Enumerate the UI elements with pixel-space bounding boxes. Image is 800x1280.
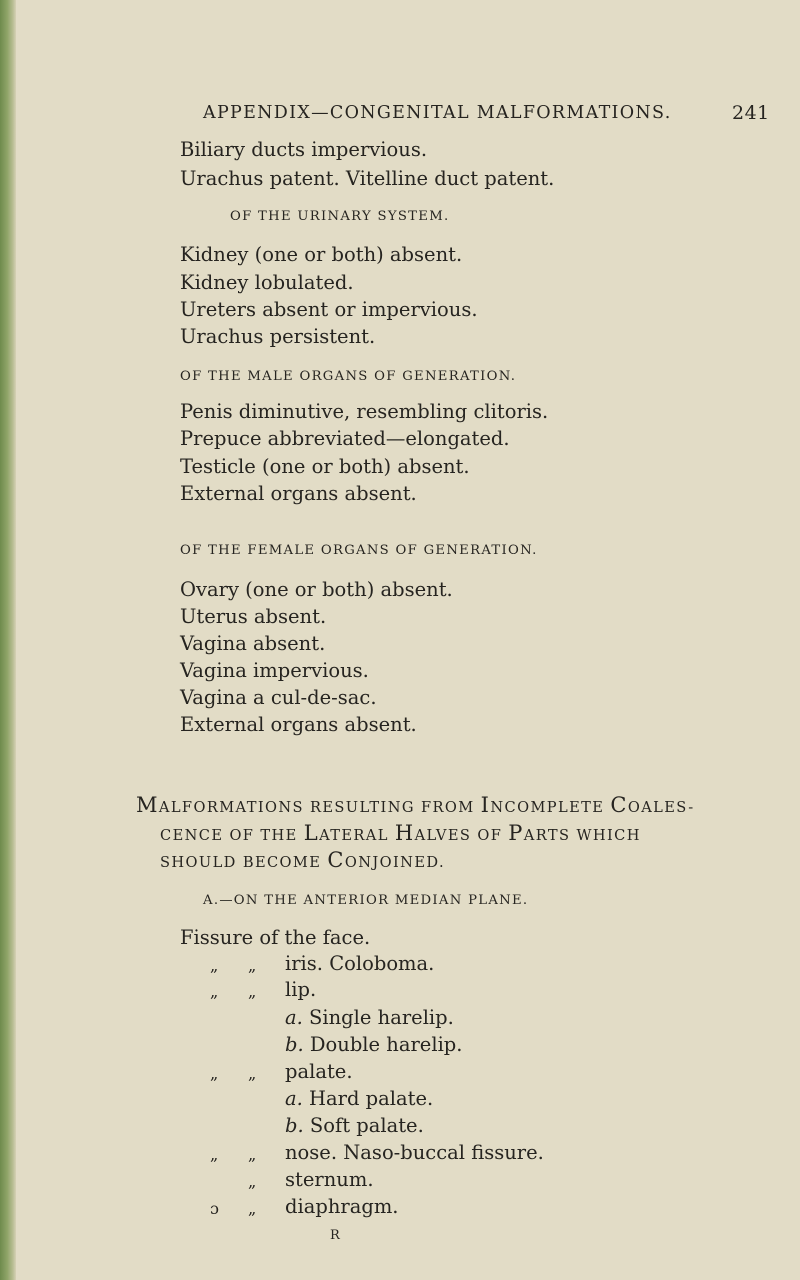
subitem-text: Soft palate. — [309, 1114, 424, 1137]
ditto-mark: „ — [248, 956, 257, 975]
list-subitem — [285, 1033, 462, 1057]
list-item: Vagina impervious. — [180, 659, 369, 682]
list-item: Uterus absent. — [180, 605, 327, 628]
list-item: Kidney (one or both) absent. — [180, 243, 463, 266]
section-heading-urinary: OF THE URINARY SYSTEM. — [230, 209, 450, 224]
list-item: Vagina absent. — [180, 632, 326, 655]
title-cap: P — [508, 821, 524, 845]
list-subitem — [285, 1006, 454, 1030]
ditto-mark: „ — [248, 1199, 257, 1218]
list-item: sternum. — [285, 1168, 374, 1191]
list-item: Urachus persistent. — [180, 325, 376, 348]
page-number: 241 — [732, 102, 770, 124]
title-smallcaps: NCOMPLETE — [490, 799, 611, 816]
ditto-mark: ɔ — [210, 1199, 219, 1218]
title-cap: H — [394, 821, 415, 845]
list-item: Vagina a cul-de-sac. — [180, 686, 377, 709]
ditto-mark: „ — [248, 982, 257, 1001]
title-smallcaps: ALVES OF — [414, 827, 509, 844]
list-item: Testicle (one or both) absent. — [180, 455, 470, 478]
title-cap: C — [327, 848, 345, 872]
title-smallcaps: ONJOINED. — [344, 854, 445, 871]
list-item: Prepuce abbreviated—elongated. — [180, 427, 510, 450]
title-cap: L — [303, 821, 320, 845]
title-smallcaps: ALFORMATIONS RESULTING FROM — [158, 799, 481, 816]
title-smallcaps: ATERAL — [319, 827, 395, 844]
list-item: diaphragm. — [285, 1195, 399, 1218]
subitem-letter: b. — [285, 1114, 304, 1137]
list-item: palate. — [285, 1060, 353, 1083]
list-item: Urachus patent. Vitelline duct patent. — [180, 167, 555, 190]
ditto-mark: „ — [210, 982, 219, 1001]
list-item: Ureters absent or impervious. — [180, 298, 478, 321]
running-title: APPENDIX—CONGENITAL MALFORMATIONS. — [203, 103, 672, 123]
ditto-mark: „ — [210, 1064, 219, 1083]
subitem-letter: b. — [285, 1033, 304, 1056]
subitem-text: Double harelip. — [309, 1033, 463, 1056]
title-cap: I — [480, 793, 491, 817]
section-subheading: A.—ON THE ANTERIOR MEDIAN PLANE. — [203, 893, 529, 908]
title-cap: C — [610, 793, 628, 817]
section-heading-female: OF THE FEMALE ORGANS OF GENERATION. — [180, 543, 538, 558]
list-item: nose. Naso-buccal fissure. — [285, 1141, 544, 1164]
list-item: Ovary (one or both) absent. — [180, 578, 453, 601]
subitem-text: Hard palate. — [309, 1087, 434, 1110]
list-item: Biliary ducts impervious. — [180, 138, 428, 161]
title-smallcaps: SHOULD BECOME — [160, 854, 328, 871]
title-smallcaps: CENCE OF THE — [160, 827, 304, 844]
ditto-mark: „ — [248, 1145, 257, 1164]
list-subitem — [285, 1114, 424, 1138]
list-item: Fissure of the face. — [180, 926, 371, 949]
section-title-line-3 — [160, 848, 445, 872]
title-cap: M — [136, 793, 159, 817]
subitem-text: Single harelip. — [309, 1006, 454, 1029]
title-smallcaps: ARTS WHICH — [523, 827, 641, 844]
list-item: External organs absent. — [180, 713, 417, 736]
ditto-mark: „ — [210, 956, 219, 975]
signature-mark: R — [330, 1228, 340, 1243]
list-item: External organs absent. — [180, 482, 417, 505]
subitem-letter: a. — [285, 1087, 303, 1110]
section-heading-male: OF THE MALE ORGANS OF GENERATION. — [180, 369, 517, 384]
list-item: Penis diminutive, resembling clitoris. — [180, 400, 549, 423]
list-item: Kidney lobulated. — [180, 271, 354, 294]
ditto-mark: „ — [248, 1172, 257, 1191]
list-item: iris. Coloboma. — [285, 952, 435, 975]
list-subitem — [285, 1087, 433, 1111]
list-item: lip. — [285, 978, 317, 1001]
subitem-letter: a. — [285, 1006, 303, 1029]
ditto-mark: „ — [248, 1064, 257, 1083]
section-title-line-2 — [160, 821, 641, 845]
ditto-mark: „ — [210, 1145, 219, 1164]
section-title-line-1 — [136, 793, 695, 817]
title-smallcaps: OALES- — [627, 799, 695, 816]
